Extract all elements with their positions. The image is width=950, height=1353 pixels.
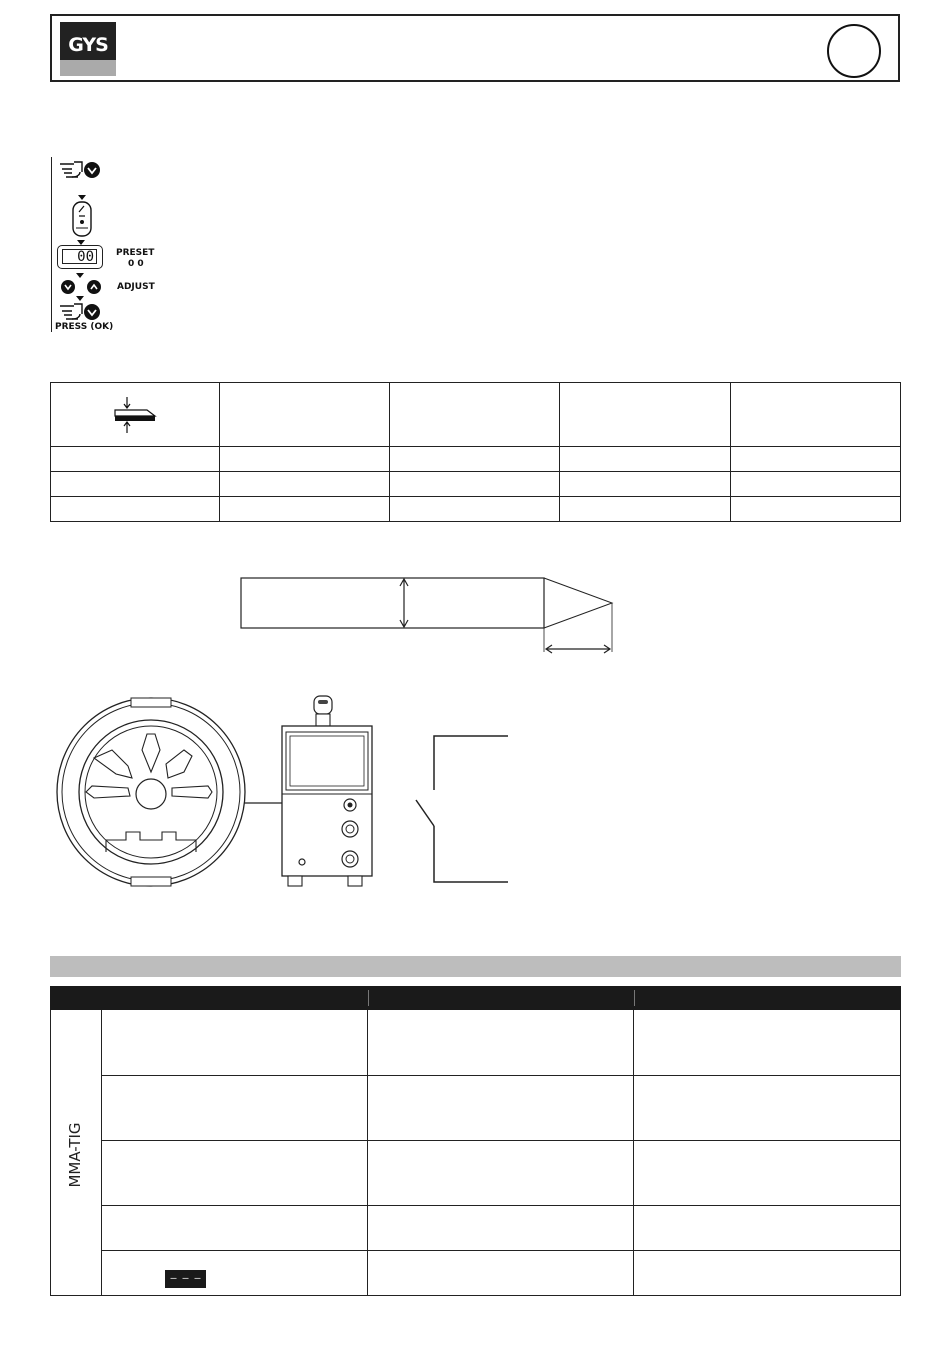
table-header-cell [730,383,900,447]
mode-label: MMA-TIG [66,1122,84,1188]
table-row [51,497,901,522]
switch-schematic-diagram [412,732,512,886]
table-cell [389,497,559,522]
gys-logo [60,22,116,76]
thickness-table [50,382,901,522]
row-divider [102,1205,901,1206]
connector-socket-diagram [54,694,248,890]
adjust-buttons-icon [58,272,108,302]
table-cell [389,472,559,497]
table-cell [219,497,389,522]
mode-table-header [50,986,901,1010]
table-cell [219,472,389,497]
column-divider [633,1010,634,1295]
table-cell [730,447,900,472]
logo-text: GYS [68,34,108,56]
press-ok-label: PRESS (OK) [55,322,114,332]
finger-press-icon [58,158,106,182]
table-cell [51,497,220,522]
preset-label: PRESET [116,248,155,258]
mode-table-body [50,1010,901,1296]
row-divider [102,1250,901,1251]
down-button-icon [61,280,75,294]
language-circle-icon [827,24,881,78]
table-cell [560,472,730,497]
table-header-cell [219,383,389,447]
dash-display-chip: – – – [165,1270,206,1288]
electrode-diagram [236,574,616,660]
finger-press-icon [58,300,106,324]
header-divider [634,990,635,1006]
preset-value: 0 0 [128,259,144,269]
table-cell [51,447,220,472]
display-value: 00 [62,249,97,264]
table-cell [51,472,220,497]
header-divider [368,990,369,1006]
welding-machine-diagram [278,692,376,890]
table-row [51,447,901,472]
table-cell [730,472,900,497]
up-button-icon [87,280,101,294]
row-divider [102,1140,901,1141]
column-divider [367,1010,368,1295]
table-header-cell [560,383,730,447]
table-row [51,472,901,497]
header-frame [50,14,900,82]
logo-band [60,60,116,76]
table-cell [730,497,900,522]
table-header-cell [389,383,559,447]
row-divider [102,1075,901,1076]
table-cell [560,447,730,472]
table-cell [389,447,559,472]
table-cell [219,447,389,472]
thickness-header-cell [51,383,220,447]
adjust-label: ADJUST [117,282,155,292]
table-header-row [51,383,901,447]
section-header-bar [50,956,901,977]
segment-display [57,245,103,269]
torch-selector-icon [70,194,94,238]
thickness-icon [109,395,161,435]
table-cell [560,497,730,522]
steps-side-line [51,157,52,332]
